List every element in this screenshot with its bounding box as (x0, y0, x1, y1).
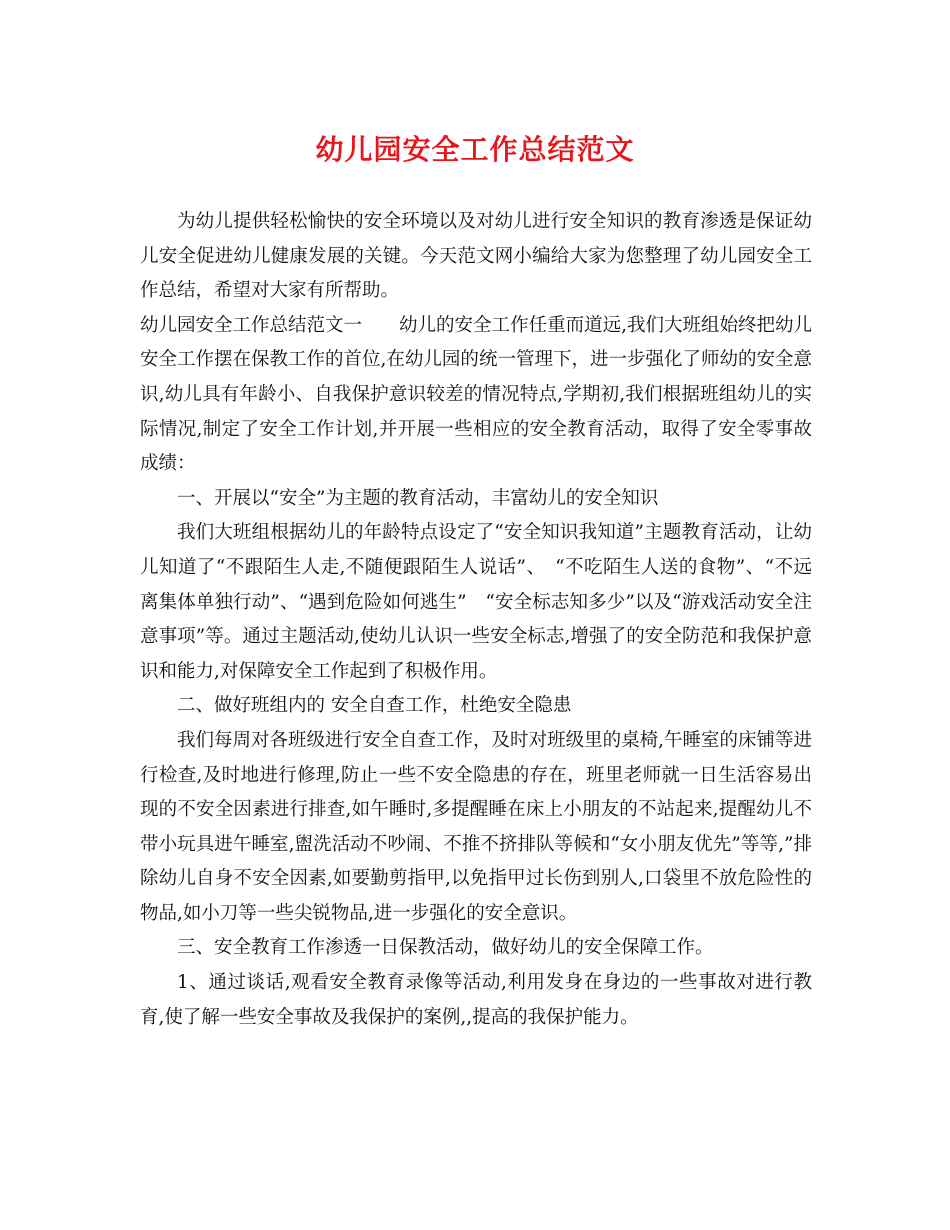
sample-one-paragraph: 幼儿园安全工作总结范文一 幼儿的安全工作任重而道远,我们大班组始终把幼儿安全工作摆在保教工作的首位,在幼儿园的统一管理下，进一步强化了师幼的安全意识,幼儿具有年龄小、自我保护意识较差的情况特点,学期初,我们根据班组幼儿的实际情况,制定了安全工作计划,并开展一些相应的安全教育活动，取得了安全零事故成绩： (140, 314, 812, 475)
section-3-item-1: 1、通过谈话,观看安全教育录像等活动,利用发身在身边的一些事故对进行教育,使了解一些安全事故及我保护的案例,,提高的我保护能力。 (140, 972, 812, 1028)
document-title: 幼儿园安全工作总结范文 (315, 133, 635, 166)
section-heading-3: 三、安全教育工作渗透一日保教活动，做好幼儿的安全保障工作。 (177, 937, 714, 959)
section-2-paragraph: 我们每周对各班级进行安全自查工作，及时对班级里的桌椅,午睡室的床铺等进行检查,及时地进行修理,防止一些不安全隐患的存在，班里老师就一日生活容易出现的不安全因素进行排查,如午睡时,多提醒睡在床上小朋友的不站起来,提醒幼儿不带小玩具进午睡室,盥洗活动不吵闹、不推不挤排队等候和“女小朋友优先”等等,”排除幼儿自身不安全因素,如要勤剪指甲,以免指甲过长伤到别人,口袋里不放危险性的物品,如小刀等一些尖锐物品,进一步强化的安全意识。 (140, 729, 812, 924)
section-heading-2: 二、做好班组内的 安全自查工作，杜绝安全隐患 (177, 695, 572, 717)
intro-paragraph: 为幼儿提供轻松愉快的安全环境以及对幼儿进行安全知识的教育渗透是保证幼儿安全促进幼儿健康发展的关键。今天范文网小编给大家为您整理了幼儿园安全工作总结，希望对大家有所帮助。 (140, 211, 812, 302)
section-heading-1: 一、开展以“安全”为主题的教育活动，丰富幼儿的安全知识 (177, 487, 659, 509)
section-1-paragraph: 我们大班组根据幼儿的年龄特点设定了“安全知识我知道”主题教育活动，让幼儿知道了“不跟陌生人走,不随便跟陌生人说话”、 “不吃陌生人送的食物”、“不远离集体单独行动”、“遇到危险如何逃生” “安全标志知多少”以及“游戏活动安全注意事项”等。通过主题活动,使幼儿认识一些安全标志,增强了的安全防范和我保护意识和能力,对保障安全工作起到了积极作用。 (140, 522, 812, 682)
document-body (140, 205, 812, 1035)
